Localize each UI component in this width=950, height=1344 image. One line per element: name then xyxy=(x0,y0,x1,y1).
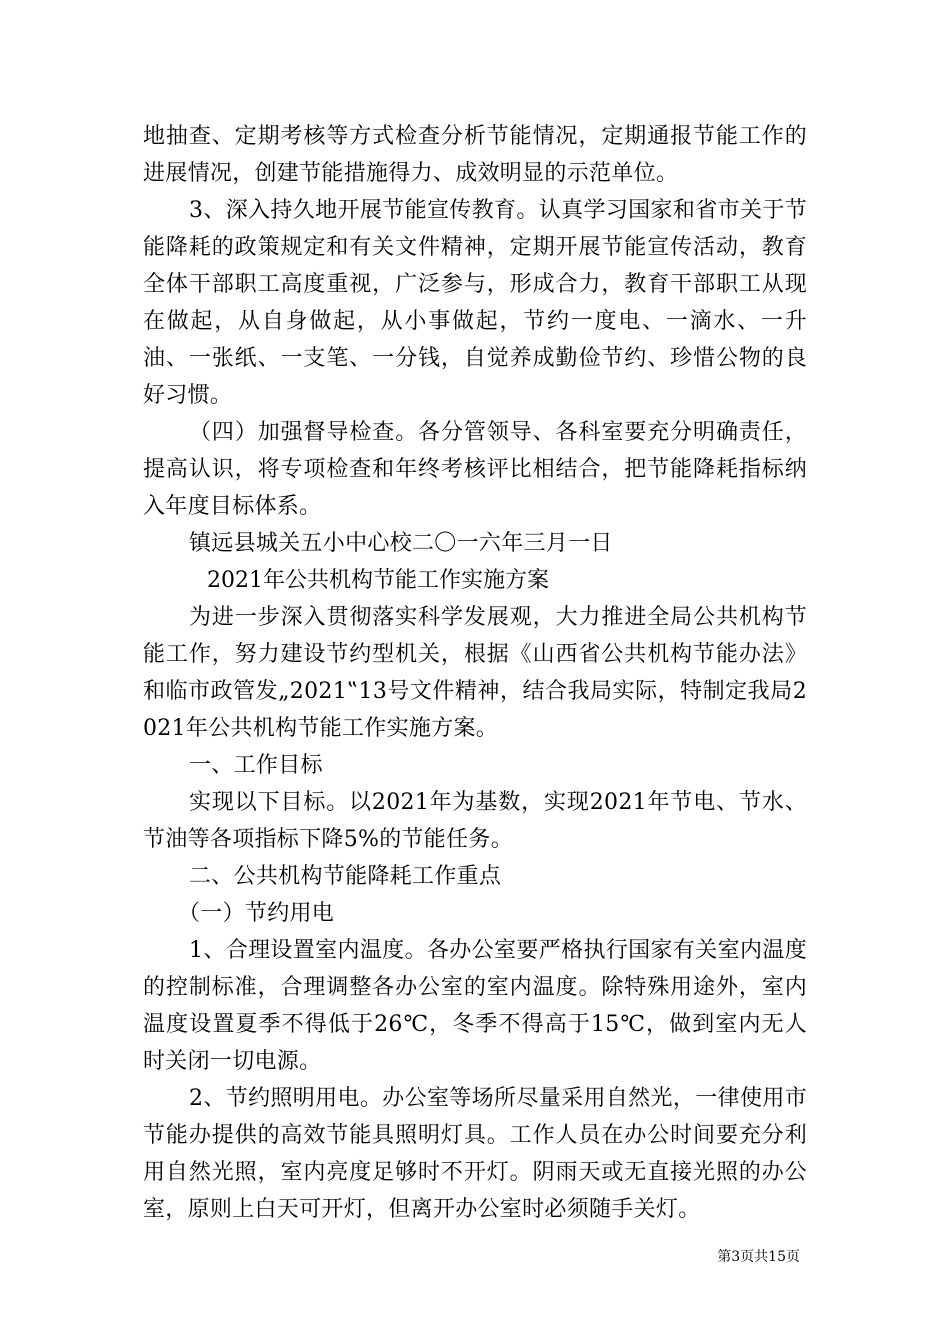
document-body xyxy=(143,118,807,1228)
paragraph-lighting: 2、节约照明用电。办公室等场所尽量采用自然光，一律使用市节能办提供的高效节能具照明灯具。工作人员在办公时间要充分利用自然光照，室内亮度足够时不开灯。阴雨天或无直接光照的办公室，原则上白天可开灯，但离开办公室时必须随手关灯。 xyxy=(143,1086,807,1222)
paragraph-supervision: （四）加强督导检查。各分管领导、各科室要充分明确责任，提高认识，将专项检查和年终考核评比相结合，把节能降耗指标纳入年度目标体系。 xyxy=(143,420,807,519)
document-title: 2021年公共机构节能工作实施方案 xyxy=(207,568,549,593)
section-heading-goals: 一、工作目标 xyxy=(189,753,323,778)
paragraph-intro: 为进一步深入贯彻落实科学发展观，大力推进全局公共机构节能工作，努力建设节约型机关，根据《山西省公共机构节能办法》和临市政管发„2021‟13号文件精神，结合我局实际，特制定我局2021年公共机构节能工作实施方案。 xyxy=(143,605,807,741)
section-heading-focus: 二、公共机构节能降耗工作重点 xyxy=(189,864,502,889)
paragraph-temperature: 1、合理设置室内温度。各办公室要严格执行国家有关室内温度的控制标准，合理调整各办公室的室内温度。除特殊用途外，室内温度设置夏季不得低于26℃，冬季不得高于15℃，做到室内无人时关闭一切电源。 xyxy=(143,938,807,1074)
page-number: 第3页共15页 xyxy=(717,1249,800,1265)
paragraph-continuation: 地抽查、定期考核等方式检查分析节能情况，定期通报节能工作的进展情况，创建节能措施得力、成效明显的示范单位。 xyxy=(143,124,807,186)
paragraph-goals: 实现以下目标。以2021年为基数，实现2021年节电、节水、节油等各项指标下降5%的节能任务。 xyxy=(143,790,807,852)
signature-date: 镇远县城关五小中心校二〇一六年三月一日 xyxy=(189,531,613,556)
paragraph-publicity: 3、深入持久地开展节能宣传教育。认真学习国家和省市关于节能降耗的政策规定和有关文件精神，定期开展节能宣传活动，教育全体干部职工高度重视，广泛参与，形成合力，教育干部职工从现在做起，从自身做起，从小事做起，节约一度电、一滴水、一升油、一张纸、一支笔、一分钱，自觉养成勤俭节约、珍惜公物的良好习惯。 xyxy=(143,198,807,408)
subsection-heading-electricity: （一）节约用电 xyxy=(178,901,335,926)
